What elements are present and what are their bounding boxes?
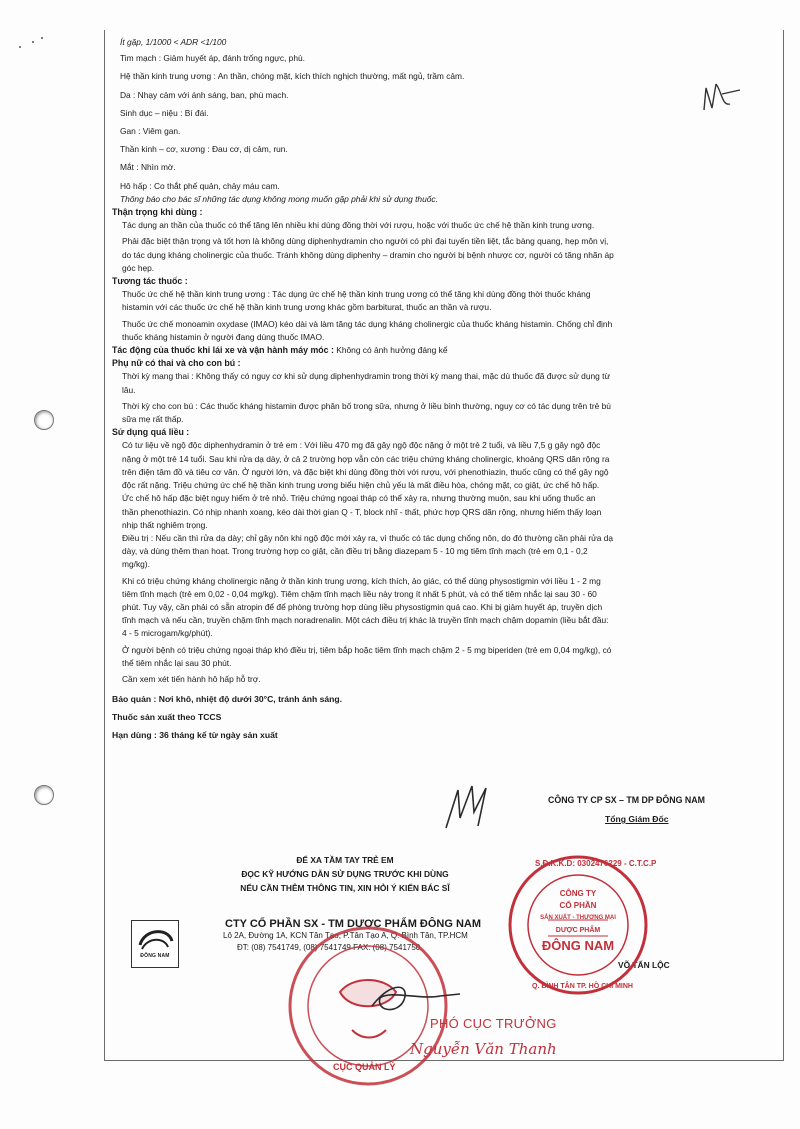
adr-item: Mắt : Nhìn mờ.	[120, 162, 176, 173]
overdose-treatment-line: dày, và dùng thêm than hoạt. Trong trường hợp co giật, cần điều trị bằng diazepam 5 - 10 mg tiêm tĩnh mạch (trẻ em 0,1 - 0,2	[122, 546, 588, 557]
official-name: Nguyễn Văn Thanh	[410, 1040, 557, 1058]
interactions-line: Thuốc ức chế hệ thần kinh trung ương : Tác dụng ức chế hệ thần kinh trung ương có thể tăng khi dùng đồng thời thuốc kháng	[122, 289, 591, 300]
precautions-line: Phải đặc biệt thận trọng và tốt hơn là không dùng diphenhydramin cho người có phì đại tuyến tiền liệt, tắc bàng quang, hẹp môn vị,	[122, 236, 609, 247]
left-seal-text: CỤC QUẢN LÝ	[333, 1062, 396, 1072]
adr-rare-heading: Ít gặp, 1/1000 < ADR <1/100	[120, 37, 227, 47]
overdose-treatment-line: mg/kg).	[122, 559, 150, 570]
company-address: Lô 2A, Đường 1A, KCN Tân Tạo, P.Tân Tạo A, Q. Bình Tân, TP.HCM	[223, 931, 468, 940]
overdose-treatment-line: 4 - 5 microgam/kg/phút).	[122, 628, 213, 639]
pregnancy-line: sữa mẹ rất thấp.	[122, 414, 184, 425]
overdose-treatment-line: phút. Tuy vậy, cần phải có sẵn atropin để để phòng trường hợp dùng liều physostigmin quá cao. Khi bị giảm huyết áp, truyền dịch	[122, 601, 603, 612]
director-title: Tổng Giám Đốc	[605, 814, 669, 824]
driving-text: Không có ảnh hưởng đáng kể	[333, 345, 448, 356]
warning-read-instructions: ĐỌC KỸ HƯỚNG DẪN SỬ DỤNG TRƯỚC KHI DÙNG	[241, 869, 449, 879]
seal-bottom-arc: Q. BÌNH TÂN TP. HỒ CHÍ MINH	[532, 983, 633, 990]
adr-item: Tim mạch : Giảm huyết áp, đánh trống ngực, phù.	[120, 53, 305, 64]
adr-item: Gan : Viêm gan.	[120, 126, 181, 137]
precautions-heading: Thận trọng khi dùng :	[112, 207, 203, 218]
interactions-heading: Tương tác thuốc :	[112, 276, 188, 287]
overdose-line: nhịp thất nghiêm trọng.	[122, 519, 208, 530]
adr-item: Hô hấp : Co thắt phế quản, chảy máu cam.	[120, 180, 280, 191]
overdose-treatment-line: Điều trị : Nếu cần thì rửa dạ dày; chỉ gây nôn khi ngộ độc mới xảy ra, vì thuốc có tác dụng chống nôn, do đó thường cần phải rửa dạ	[122, 532, 614, 543]
warning-ask-doctor: NẾU CẦN THÊM THÔNG TIN, XIN HỎI Ý KIẾN BÁC SĨ	[240, 883, 450, 893]
overdose-treatment-line: Khi có triệu chứng kháng cholinergic nặng ở thần kinh trung ương, kích thích, ảo giác, có thể dùng physostigmin với liều 1 - 2 mg	[122, 575, 601, 586]
interactions-line: thuốc kháng histamin ở người đang dùng thuốc IMAO.	[122, 331, 325, 342]
signer-name: VÕ TẤN LỘC	[618, 960, 670, 970]
pregnancy-line: lâu.	[122, 384, 136, 395]
overdose-line: độc rất nặng. Triệu chứng ức chế hệ thần kinh trung ương biểu hiện chủ yếu là mất điều hòa, chóng mặt, co giật, ức chế hô hấp.	[122, 480, 600, 491]
company-signature-header: CÔNG TY CP SX – TM DP ĐÔNG NAM	[548, 795, 705, 805]
storage-line: Bảo quản : Nơi khô, nhiệt độ dưới 30°C, tránh ánh sáng.	[112, 694, 343, 705]
overdose-line: Ức chế hô hấp đặc biệt nguy hiểm ở trẻ nhỏ. Triệu chứng ngoại tháp có thể xảy ra, nhưng thường muộn, sau khi uống thuốc an	[122, 493, 596, 504]
corner-marks	[19, 37, 43, 48]
interactions-line: Thuốc ức chế monoamin oxydase (IMAO) kéo dài và làm tăng tác dụng kháng cholinergic của thuốc kháng histamin. Chống chỉ định	[122, 318, 613, 329]
seal-line-2: CỔ PHẦN	[559, 901, 597, 910]
precautions-line: Tác dụng an thần của thuốc có thể tăng lên nhiều khi dùng đồng thời với rượu, hoặc với thuốc ức chế hệ thần kinh trung ương.	[122, 220, 595, 231]
pregnancy-line: Thời kỳ mang thai : Không thấy có nguy cơ khi sử dụng diphenhydramin trong thời kỳ mang thai, mặc dù thuốc đã được sử dụng từ	[122, 371, 611, 382]
signature-scribble	[446, 786, 486, 828]
pregnancy-line: Thời kỳ cho con bú : Các thuốc kháng histamin được phân bố trong sữa, nhưng ở liều bình thường, nguy cơ có tác dụng trên trẻ bú	[122, 400, 611, 411]
warning-keep-away: ĐỂ XA TẦM TAY TRẺ EM	[296, 855, 394, 865]
seal-line-3: SẢN XUẤT - THƯƠNG MẠI	[540, 915, 616, 921]
initials-handwriting	[704, 84, 740, 110]
overdose-treatment-line: tĩnh mạch và nếu cần, truyền chậm tĩnh mạch noradrenalin. Một cách điều trị khác là truyền tĩnh mạch chậm dopamin (liều bắt đầu:	[122, 615, 609, 626]
company-seal-right	[510, 857, 657, 993]
overdose-treatment-line: Ở người bệnh có triệu chứng ngoại tháp khó điều trị, tiêm bắp hoặc tiêm tĩnh mạch chậm 2 - 5 mg biperiden (trẻ em 0,04 mg/kg), có	[122, 644, 612, 655]
official-title: PHÓ CỤC TRƯỞNG	[430, 1016, 557, 1031]
company-name: CTY CỔ PHẦN SX - TM DƯỢC PHẨM ĐÔNG NAM	[225, 918, 482, 930]
company-phone: ĐT: (08) 7541749, (08) 7541749 FAX: (08) 7541750.	[237, 943, 423, 952]
interactions-line: histamin với các thuốc ức chế hệ thần kinh trung ương khác gồm barbiturat, thuốc an thần và rượu.	[122, 302, 492, 313]
adr-item: Sinh dục – niệu : Bí đái.	[120, 107, 209, 118]
logo-label: ĐÔNG NAM	[140, 953, 170, 959]
expiry-line: Hạn dùng : 36 tháng kể từ ngày sản xuất	[112, 730, 278, 741]
overdose-line: thần phenothiazin. Có nhịp nhanh xoang, kéo dài thời gian Q - T, block nhĩ - thất, phức hợp QRS dãn rộng, nhưng hiếm thấy loạn	[122, 506, 602, 517]
overdose-line: Có tư liệu về ngộ độc diphenhydramin ở trẻ em : Với liều 470 mg đã gây ngộ độc nặng ở một trẻ 2 tuổi, và liều 7,5 g gây ngộ độc	[122, 440, 601, 451]
overdose-treatment-line: thể tiêm nhắc lại sau 30 phút.	[122, 657, 232, 668]
driving-heading: Tác động của thuốc khi lái xe và vận hành máy móc :	[112, 345, 334, 356]
overdose-heading: Sử dụng quá liều :	[112, 427, 190, 438]
standard-line: Thuốc sản xuất theo TCCS	[112, 712, 222, 723]
precautions-line: do tác dụng kháng cholinergic của thuốc. Tránh không dùng diphenhy – dramin cho người bị bệnh nhược cơ, người có tăng nhãn áp	[122, 249, 614, 260]
seal-line-1: CÔNG TY	[559, 889, 597, 898]
adr-item: Thần kinh – cơ, xương : Đau cơ, dị cảm, run.	[120, 144, 288, 155]
overdose-treatment-line: tiêm tĩnh mạch (trẻ em 0,02 - 0,04 mg/kg). Tiêm chậm tĩnh mạch liều này trong ít nhất 5 phút, và có thể tiêm nhắc lại sau 30 - 60	[122, 588, 597, 599]
adr-item: Hệ thần kinh trung ương : An thần, chóng mặt, kích thích nghịch thường, mất ngủ, trầm cảm.	[120, 71, 465, 82]
overdose-line: nặng ở một trẻ 14 tuổi. Sau khi rửa dạ dày, ở cả 2 trường hợp vẫn còn các triệu chứng kháng cholinergic, khoảng QRS dãn rộng ra	[122, 453, 610, 464]
seal-code-arc: S.Đ.K.K.D: 0302476229 - C.T.C.P	[535, 859, 657, 868]
notify-doctor-note: Thông báo cho bác sĩ những tác dụng không mong muốn gặp phải khi sử dụng thuốc.	[120, 193, 438, 204]
seal-line-4: DƯỢC PHẨM	[555, 927, 601, 934]
overdose-treatment-line: Cần xem xét tiến hành hô hấp hỗ trợ.	[122, 673, 261, 684]
round-seal-left	[290, 928, 446, 1084]
precautions-line: góc hẹp.	[122, 262, 155, 273]
seal-line-5: ĐÔNG NAM	[541, 938, 615, 953]
overdose-line: trên điện tâm đồ và tiêu cơ vân. Ở người lớn, và đặc biệt khi dùng đồng thời với rượu, với phenothiazin, thuốc cũng có thể gây ngộ	[122, 466, 609, 477]
pregnancy-heading: Phụ nữ có thai và cho con bú :	[112, 358, 241, 369]
adr-item: Da : Nhạy cảm với ánh sáng, ban, phù mạch.	[120, 89, 289, 100]
